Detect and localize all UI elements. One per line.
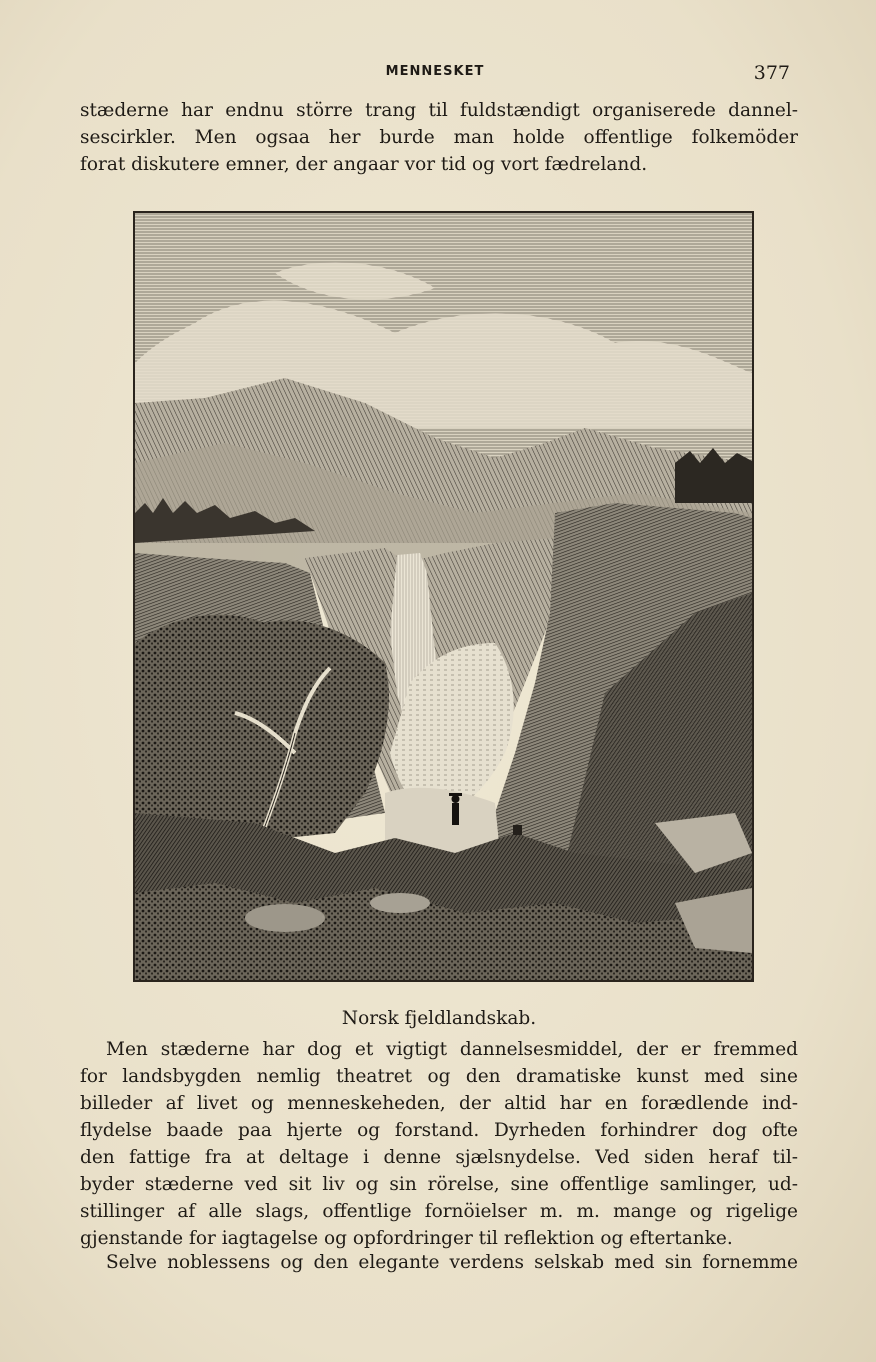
last-paragraph [80,1249,798,1276]
running-head [80,62,790,86]
text-line: gjenstande for iagtagelse og opfordringer til reflektion og eftertanke. [80,1228,733,1249]
page-number: 377 [753,62,790,84]
body-paragraph [80,1036,798,1252]
text-line: den fattige fra at deltage i denne sjælsnydelse. Ved siden heraf til- [80,1147,798,1168]
running-title: MENNESKET [385,64,485,79]
figure-caption: Norsk fjeldlandskab. [341,1008,537,1029]
engraving-illustration [133,211,754,982]
text-line: stillinger af alle slags, offentlige fornöielser m. m. mange og rigelige [80,1201,798,1222]
text-line: sescirkler. Men ogsaa her burde man holde offentlige folkemöder [80,127,798,148]
text-line: forat diskutere emner, der angaar vor tid og vort fædreland. [80,154,648,175]
text-line: billeder af livet og menneskeheden, der altid har en forædlende ind- [80,1093,798,1114]
text-line: Selve noblessens og den elegante verdens selskab med sin fornemme [106,1252,798,1273]
text-line: flydelse baade paa hjerte og forstand. Dyrheden forhindrer dog ofte [80,1120,798,1141]
text-line: Men stæderne har dog et vigtigt dannelsesmiddel, der er fremmed [106,1039,798,1060]
text-line: for landsbygden nemlig theatret og den dramatiske kunst med sine [80,1066,798,1087]
text-line: stæderne har endnu större trang til fuldstændigt organiserede dannel- [80,100,798,121]
text-line: byder stæderne ved sit liv og sin rörelse, sine offentlige samlinger, ud- [80,1174,798,1195]
top-paragraph [80,97,798,178]
